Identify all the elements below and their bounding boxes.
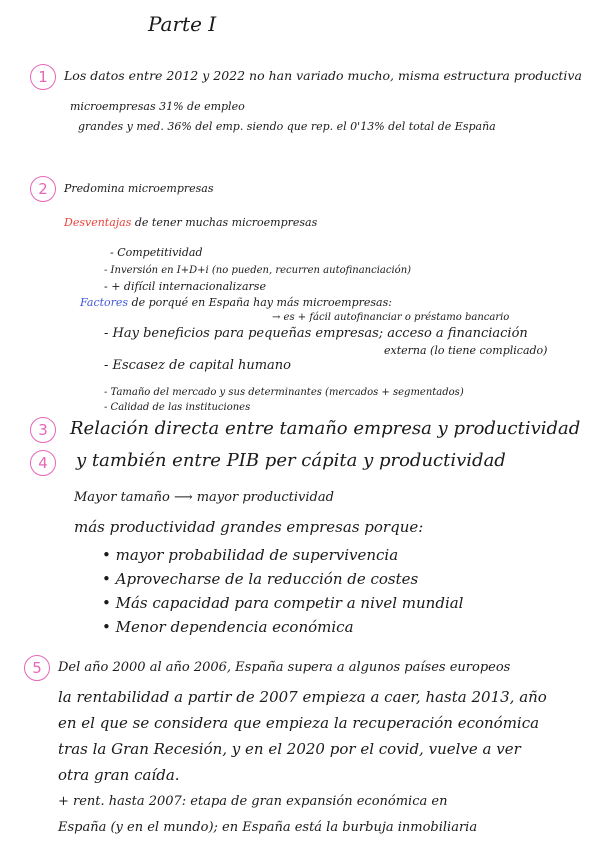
s2-factores xyxy=(80,296,392,309)
factores-label: Factores xyxy=(80,296,129,309)
s2-desventajas xyxy=(64,216,317,229)
section-number-3: 3 xyxy=(30,417,56,443)
desventajas-rest: de tener muchas microempresas xyxy=(134,216,318,229)
s1-line3: grandes y med. 36% del emp. siendo que rep. el 0'13% del total de España xyxy=(78,120,496,133)
s2-bullet-1: - Competitividad xyxy=(110,246,203,259)
s2-bullet-3: - + difícil internacionalizarse xyxy=(104,280,266,293)
s2-bullet2-2: - Escasez de capital humano xyxy=(104,358,292,373)
s4-bullet-3: • Más capacidad para competir a nivel mundial xyxy=(102,594,464,612)
s4-bullet-1: • mayor probabilidad de supervivencia xyxy=(102,546,399,564)
s5-line7: España (y en el mundo); en España está la burbuja inmobiliaria xyxy=(58,820,478,835)
s1-line1: Los datos entre 2012 y 2022 no han variado mucho, misma estructura productiva xyxy=(64,68,582,83)
s4-line1: Mayor tamaño ⟶ mayor productividad xyxy=(74,490,334,505)
section-number-5: 5 xyxy=(24,655,50,681)
s2-line1: Predomina microempresas xyxy=(64,182,214,195)
s5-line5: otra gran caída. xyxy=(58,766,180,784)
s1-line2: microempresas 31% de empleo xyxy=(70,100,245,113)
s4-bullet-4: • Menor dependencia económica xyxy=(102,618,354,636)
section-number-2: 2 xyxy=(30,176,56,202)
s5-line1: Del año 2000 al año 2006, España supera a algunos países europeos xyxy=(58,660,511,675)
s3-text: Relación directa entre tamaño empresa y productividad xyxy=(70,418,581,439)
factores-rest: de porqué en España hay más microempresas: xyxy=(131,296,392,309)
s2-bullet2-4: - Calidad de las instituciones xyxy=(104,402,251,413)
page-title: Parte I xyxy=(148,12,217,36)
s5-line6: + rent. hasta 2007: etapa de gran expansión económica en xyxy=(58,794,448,809)
s4-bullet-2: • Aprovecharse de la reducción de costes xyxy=(102,570,419,588)
s4-line2: más productividad grandes empresas porque: xyxy=(74,518,424,536)
s5-line4: tras la Gran Recesión, y en el 2020 por el covid, vuelve a ver xyxy=(58,740,521,758)
section-number-1: 1 xyxy=(30,64,56,90)
s2-bullet2-3: - Tamaño del mercado y sus determinantes (mercados + segmentados) xyxy=(104,387,464,398)
s2-factores-note: → es + fácil autofinanciar o préstamo bancario xyxy=(272,312,510,323)
section-number-4: 4 xyxy=(30,450,56,476)
s2-bullet2-1: - Hay beneficios para pequeñas empresas; acceso a financiación xyxy=(104,326,528,341)
s2-bullet2-1b: externa (lo tiene complicado) xyxy=(384,344,548,357)
s5-line2: la rentabilidad a partir de 2007 empieza a caer, hasta 2013, año xyxy=(58,688,547,706)
s4-text: y también entre PIB per cápita y productividad xyxy=(76,450,506,471)
desventajas-label: Desventajas xyxy=(64,216,132,229)
s5-line3: en el que se considera que empieza la recuperación económica xyxy=(58,714,540,732)
s2-bullet-2: - Inversión en I+D+i (no pueden, recurren autofinanciación) xyxy=(104,265,412,276)
